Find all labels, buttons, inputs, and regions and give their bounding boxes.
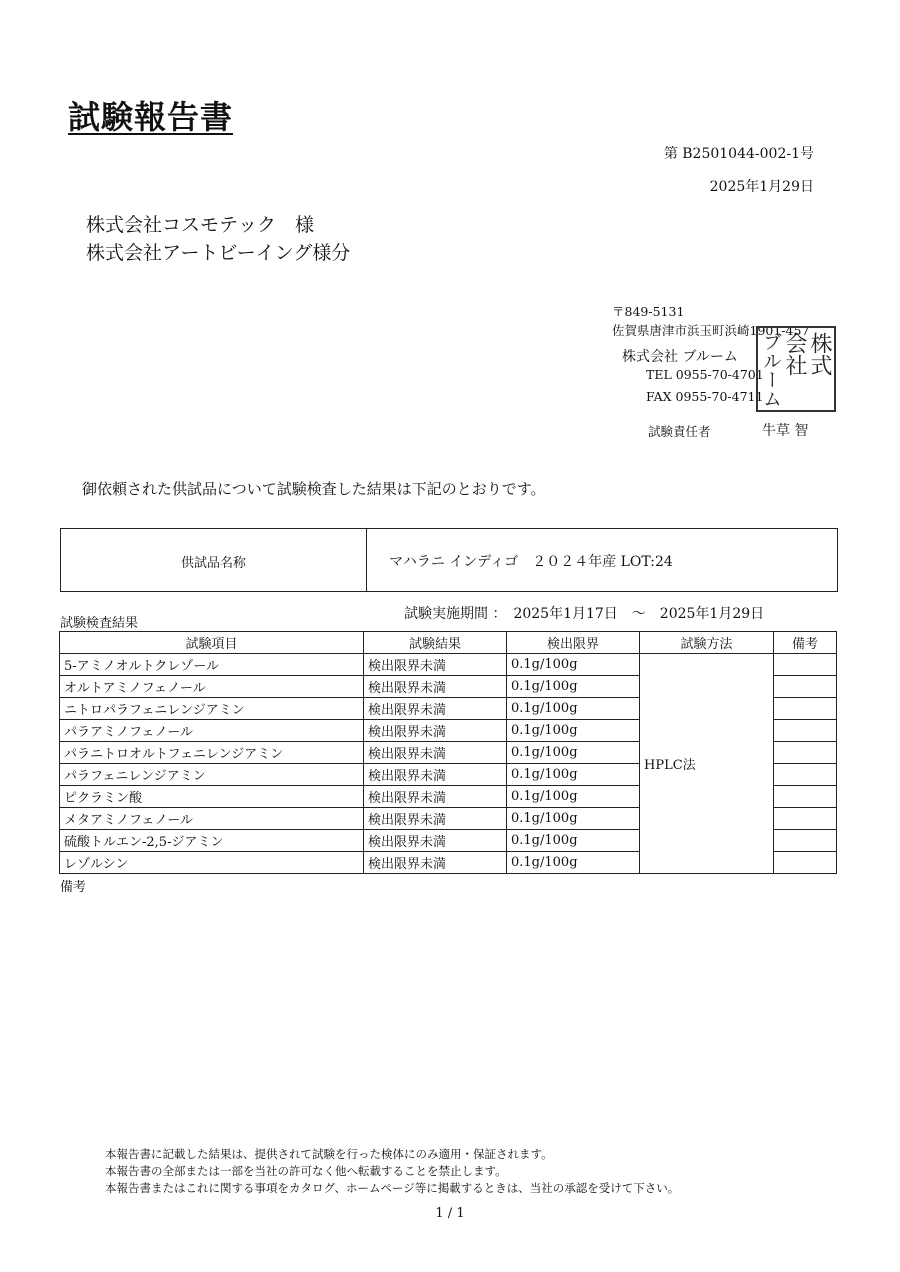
header-detection-limit: 検出限界	[507, 632, 640, 654]
test-method: HPLC法	[640, 654, 774, 874]
detection-limit: 0.1g/100g	[507, 654, 640, 676]
seal-column: 株式	[807, 332, 832, 376]
header-test-result: 試験結果	[364, 632, 507, 654]
test-item: レゾルシン	[60, 852, 364, 874]
detection-limit: 0.1g/100g	[507, 852, 640, 874]
issuer-tel: TEL 0955-70-4701	[646, 367, 764, 382]
test-result: 検出限界未満	[364, 852, 507, 874]
test-item: 硫酸トルエン-2,5-ジアミン	[60, 830, 364, 852]
test-result: 検出限界未満	[364, 786, 507, 808]
issuer-person-title: 試験責任者	[648, 424, 711, 439]
results-label: 試験検査結果	[60, 616, 139, 631]
row-note	[774, 720, 837, 742]
test-period: 試験実施期間 ： 2025年1月17日 ～ 2025年1月29日	[404, 606, 765, 622]
test-item: オルトアミノフェノール	[60, 676, 364, 698]
page-number: 1 / 1	[435, 1206, 465, 1221]
test-item: パラニトロオルトフェニレンジアミン	[60, 742, 364, 764]
seal-column: 会社	[782, 332, 807, 376]
issuer-company: 株式会社 ブルーム	[622, 349, 738, 365]
row-note	[774, 786, 837, 808]
footer-note: 本報告書に記載した結果は、提供されて試験を行った検体にのみ適用・保証されます。	[105, 1147, 553, 1161]
report-number: 第 B2501044-002-1号	[663, 146, 814, 162]
test-result: 検出限界未満	[364, 808, 507, 830]
detection-limit: 0.1g/100g	[507, 808, 640, 830]
issuer-address: 佐賀県唐津市浜玉町浜崎1901-457	[612, 323, 810, 338]
table-header-row	[60, 632, 837, 654]
test-item: ニトロパラフェニレンジアミン	[60, 698, 364, 720]
test-result: 検出限界未満	[364, 720, 507, 742]
sample-name-label: 供試品名称	[180, 556, 246, 571]
client-name: 株式会社コスモテック 様	[86, 214, 315, 236]
remarks-label: 備考	[60, 880, 87, 895]
document-title: 試験報告書	[68, 98, 234, 136]
row-note	[774, 808, 837, 830]
test-result: 検出限界未満	[364, 698, 507, 720]
test-item: パラフェニレンジアミン	[60, 764, 364, 786]
test-item: 5-アミノオルトクレゾール	[60, 654, 364, 676]
detection-limit: 0.1g/100g	[507, 676, 640, 698]
header-remarks: 備考	[774, 632, 837, 654]
detection-limit: 0.1g/100g	[507, 698, 640, 720]
table-row	[60, 654, 837, 676]
row-note	[774, 830, 837, 852]
row-note	[774, 742, 837, 764]
seal-column: ブルーム	[760, 332, 782, 408]
footer-note: 本報告書またはこれに関する事項をカタログ、ホームページ等に掲載するときは、当社の承認を受けて下さい。	[105, 1181, 680, 1195]
sample-box-divider	[366, 529, 367, 591]
row-note	[774, 654, 837, 676]
detection-limit: 0.1g/100g	[507, 786, 640, 808]
detection-limit: 0.1g/100g	[507, 742, 640, 764]
test-item: ピクラミン酸	[60, 786, 364, 808]
test-result: 検出限界未満	[364, 830, 507, 852]
header-test-method: 試験方法	[640, 632, 774, 654]
row-note	[774, 764, 837, 786]
detection-limit: 0.1g/100g	[507, 764, 640, 786]
test-result: 検出限界未満	[364, 764, 507, 786]
sample-name-box	[60, 528, 838, 592]
issuer-postal: 〒849-5131	[612, 304, 685, 319]
test-item: パラアミノフェノール	[60, 720, 364, 742]
sample-name-value: マハラニ インディゴ ２０２４年産 LOT:24	[389, 554, 673, 570]
test-result: 検出限界未満	[364, 742, 507, 764]
detection-limit: 0.1g/100g	[507, 830, 640, 852]
row-note	[774, 852, 837, 874]
footer-note: 本報告書の全部または一部を当社の許可なく他へ転載することを禁止します。	[105, 1164, 507, 1178]
report-date: 2025年1月29日	[709, 179, 814, 195]
client-subname: 株式会社アートビーイング様分	[86, 242, 351, 264]
row-note	[774, 676, 837, 698]
row-note	[774, 698, 837, 720]
test-result: 検出限界未満	[364, 654, 507, 676]
issuer-person-name: 牛草 智	[762, 423, 809, 439]
intro-text: 御依頼された供試品について試験検査した結果は下記のとおりです。	[82, 480, 546, 498]
issuer-fax: FAX 0955-70-4711	[646, 389, 764, 404]
company-seal-stamp	[756, 326, 836, 412]
test-item: メタアミノフェノール	[60, 808, 364, 830]
detection-limit: 0.1g/100g	[507, 720, 640, 742]
test-result: 検出限界未満	[364, 676, 507, 698]
results-table	[59, 631, 837, 874]
header-test-item: 試験項目	[60, 632, 364, 654]
